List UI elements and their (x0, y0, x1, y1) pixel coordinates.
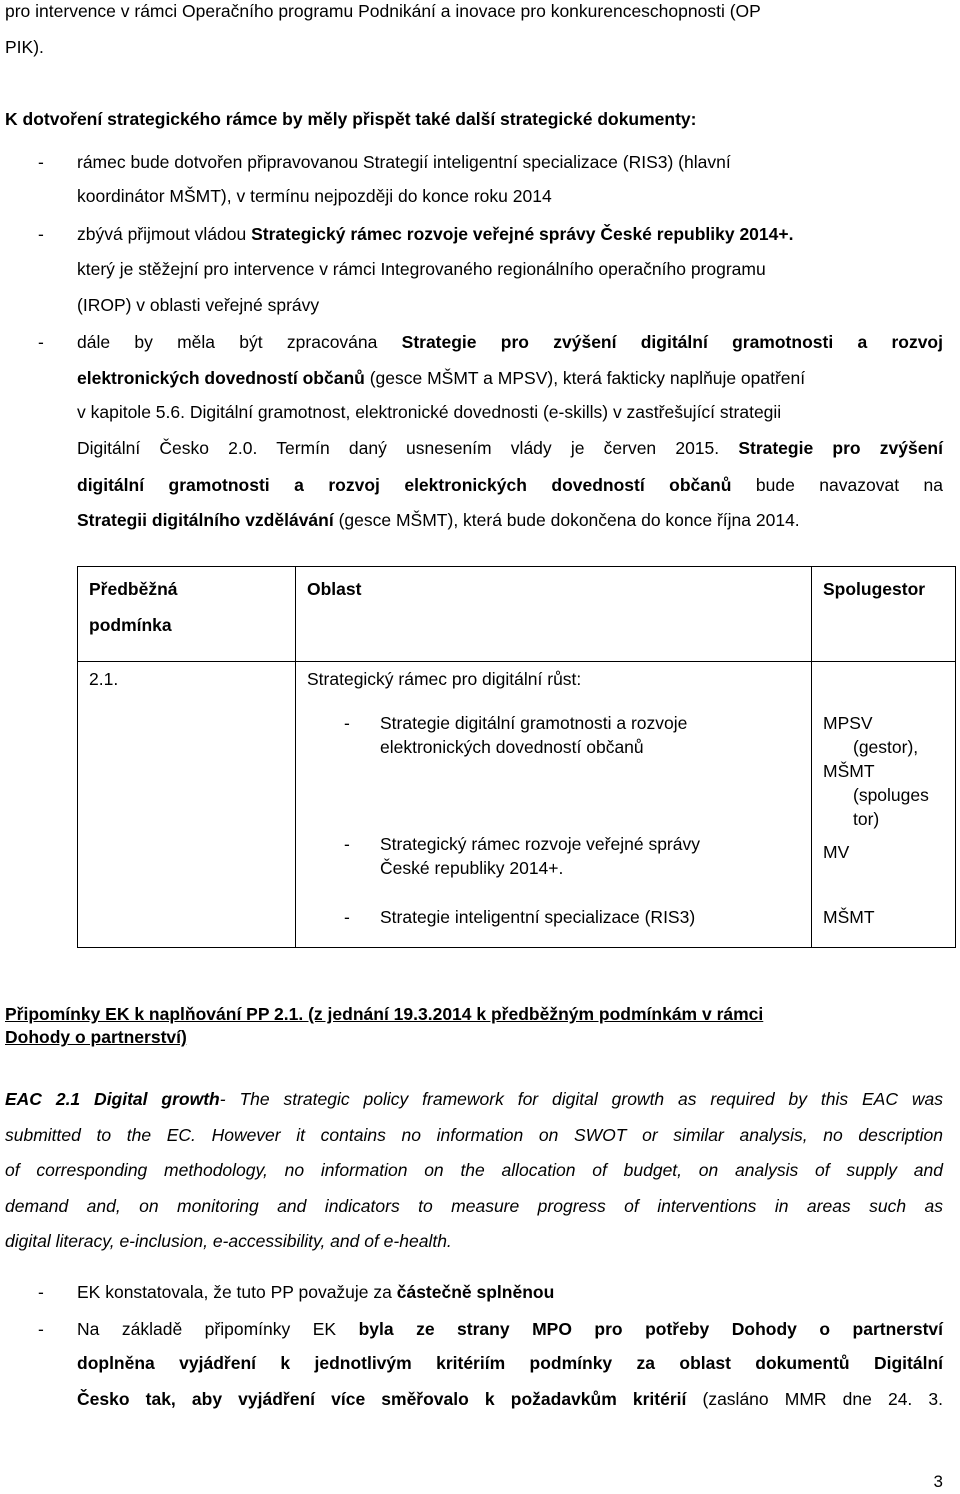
cogestor-1-line-2: (gestor), (853, 737, 919, 757)
strategy-1-line-1: Strategie digitální gramotnosti a rozvoje (380, 713, 688, 733)
remark-2-line-3 (77, 1388, 943, 1410)
bullet-dash: - (38, 332, 44, 352)
header-area: Oblast (307, 579, 362, 599)
bullet-3-emphasis-3: Strategie pro zvýšení (738, 438, 943, 458)
header-precondition-1: Předběžná (89, 579, 178, 599)
strategy-1-line-2: elektronických dovedností občanů (380, 737, 644, 757)
remarks-title-line-1 (5, 1003, 943, 1025)
eac-line-5: digital literacy, e-inclusion, e-accessibility, and of e-health. (5, 1231, 452, 1251)
bullet-3-line-4 (77, 437, 943, 459)
remark-1 (77, 1281, 554, 1303)
bullet-3-emphasis: Strategie pro zvýšení digitální gramotnosti a rozvoj (401, 332, 943, 352)
intro-line-2: PIK). (5, 37, 44, 57)
eac-line-2: submitted to the EC. However it contains no information on SWOT or similar analysis, no description (5, 1125, 943, 1145)
bullet-3-text-4: Digitální Česko 2.0. Termín daný usnesením vlády je červen 2015. (77, 438, 739, 458)
intro-text: pro intervence v rámci Operačního programu Podnikání a inovace pro konkurenceschopnosti (OP (5, 1, 761, 21)
remarks-title-line-2: Dohody o partnerství) (5, 1027, 187, 1047)
sub-dash: - (344, 907, 350, 927)
remark-2-emphasis-2: Česko tak, aby vyjádření více směřovalo k požadavkům kritérií (77, 1389, 687, 1409)
bullet-3-text-3: v kapitole 5.6. Digitální gramotnost, elektronické dovednosti (e-skills) v zastřešující strategii (77, 402, 782, 422)
cogestor-1-line-4: (spoluges (853, 785, 929, 805)
bullet-3-line-5 (77, 474, 943, 496)
remark-1-text: EK konstatovala, že tuto PP považuje za (77, 1282, 397, 1302)
cogestor-2: MV (823, 842, 850, 862)
bullet-3-text: dále by měla být zpracována (77, 332, 402, 352)
cogestor-3: MŠMT (823, 907, 875, 927)
strategy-2-line-2: České republiky 2014+. (380, 858, 564, 878)
bullet-3-line-2 (77, 367, 805, 389)
sub-dash: - (344, 713, 350, 733)
row-number: 2.1. (89, 669, 119, 689)
eac-label: EAC 2.1 Digital growth (5, 1089, 220, 1109)
remark-2-line-2: doplněna vyjádření k jednotlivým kritériím podmínky za oblast dokumentů Digitální (77, 1353, 943, 1373)
bullet-2-line-3: (IROP) v oblasti veřejné správy (77, 295, 320, 315)
bullet-2-emphasis: Strategický rámec rozvoje veřejné správy České republiky 2014+. (251, 224, 794, 244)
cogestor-1-line-5: tor) (853, 809, 880, 829)
table-divider (811, 567, 812, 947)
bullet-dash: - (38, 224, 44, 244)
bullet-3-emphasis-4: digitální gramotnosti a rozvoj elektronických dovedností občanů (77, 475, 732, 495)
strategy-2-line-1: Strategický rámec rozvoje veřejné správy (380, 834, 700, 854)
bullet-3-line-1 (77, 331, 943, 353)
eac-text-1: - The strategic policy framework for digital growth as required by this EAC was (219, 1089, 943, 1109)
page-number: 3 (933, 1472, 943, 1491)
bullet-2-text-2: který je stěžejní pro intervence v rámci Integrovaného regionálního operačního programu (77, 259, 766, 279)
bullet-1-line-1: rámec bude dotvořen připravovanou Strategií inteligentní specializace (RIS3) (hlavní (77, 152, 731, 172)
section-heading: K dotvoření strategického rámce by měly přispět také další strategické dokumenty: (5, 109, 697, 129)
bullet-dash: - (38, 152, 44, 172)
bullet-dash: - (38, 1282, 44, 1302)
bullet-3-emphasis-5: Strategii digitálního vzdělávání (77, 510, 334, 530)
table-divider (295, 567, 296, 947)
remark-2-emphasis: byla ze strany MPO pro potřeby Dohody o partnerství (358, 1319, 943, 1339)
bullet-2-line-2 (77, 258, 943, 280)
bullet-dash: - (38, 1319, 44, 1339)
bullet-3-line-3 (77, 401, 943, 423)
remark-2-line-1 (77, 1318, 943, 1340)
row-title: Strategický rámec pro digitální růst: (307, 669, 582, 689)
header-cogestor: Spolugestor (823, 579, 926, 599)
eac-line-3: of corresponding methodology, no information on the allocation of budget, on analysis of supply and (5, 1160, 943, 1180)
eac-line-1 (5, 1088, 943, 1110)
bullet-2-text: zbývá přijmout vládou (77, 224, 252, 244)
table-divider (78, 661, 955, 662)
bullet-3-line-6 (77, 509, 800, 531)
cogestor-1-line-1: MPSV (823, 713, 873, 733)
bullet-3-text-5: bude navazovat na (731, 475, 943, 495)
header-precondition-2: podmínka (89, 615, 172, 635)
remark-2-text: Na základě připomínky EK (77, 1319, 359, 1339)
strategy-3: Strategie inteligentní specializace (RIS3) (380, 907, 696, 927)
preconditions-table (77, 566, 956, 948)
remark-2-text-2: (zasláno MMR dne 24. 3. (686, 1389, 943, 1409)
remark-1-emphasis: částečně splněnou (396, 1282, 555, 1302)
cogestor-1-line-3: MŠMT (823, 761, 875, 781)
bullet-1-line-2: koordinátor MŠMT), v termínu nejpozději do konce roku 2014 (77, 186, 552, 206)
bullet-2-line-1 (77, 223, 793, 245)
bullet-3-emphasis-2: elektronických dovedností občanů (77, 368, 365, 388)
sub-dash: - (344, 834, 350, 854)
bullet-3-text-6: (gesce MŠMT), která bude dokončena do konce října 2014. (333, 510, 800, 530)
bullet-3-text-2: (gesce MŠMT a MPSV), která fakticky naplňuje opatření (364, 368, 806, 388)
eac-line-4: demand and, on monitoring and indicators to measure progress of interventions in areas such as (5, 1196, 943, 1216)
remarks-title-text: Připomínky EK k naplňování PP 2.1. (z jednání 19.3.2014 k předběžným podmínkám v rámci (5, 1004, 764, 1024)
intro-line-1 (5, 0, 943, 22)
